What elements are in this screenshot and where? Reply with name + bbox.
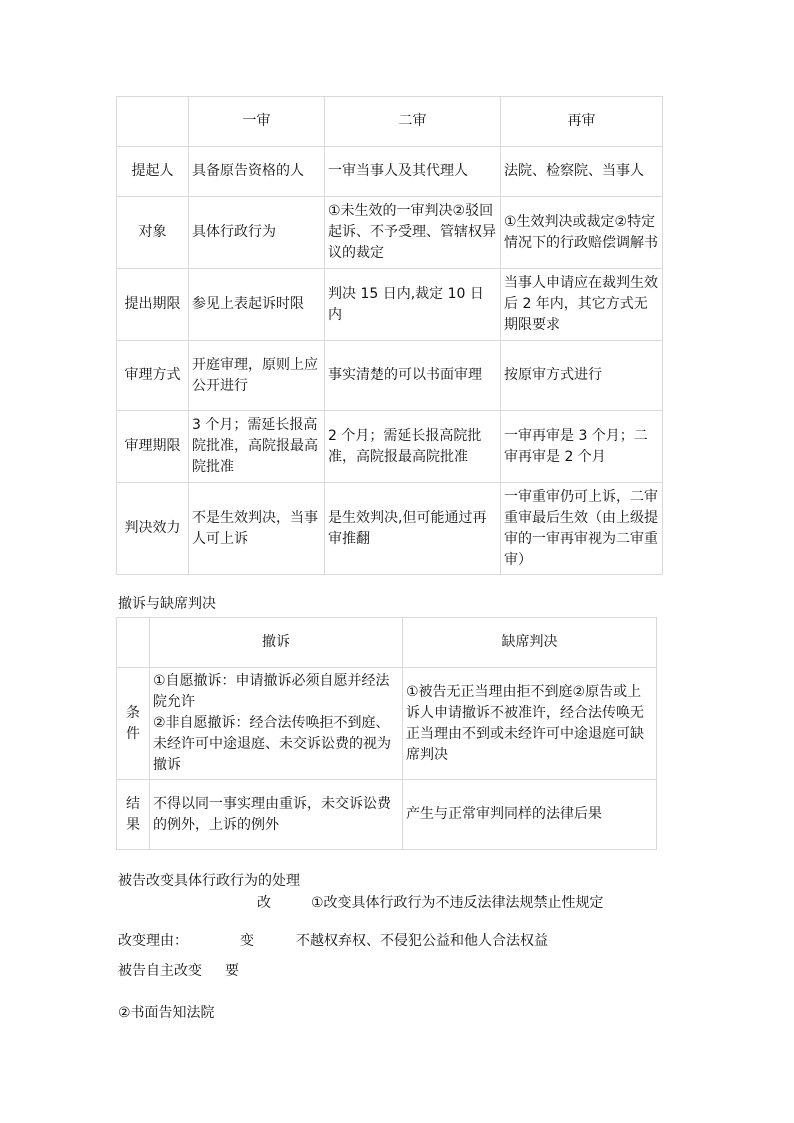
table-header-row [117, 97, 663, 147]
table-cell: 不得以同一事实理由重诉，未交诉讼费的例外，上诉的例外 [150, 780, 403, 850]
table-cell: 3 个月；需延长报高院批准，高院报最高院批准 [189, 411, 325, 483]
table-cell: 开庭审理，原则上应公开进行 [189, 341, 325, 411]
table-cell: 事实清楚的可以书面审理 [325, 341, 501, 411]
table-cell: ①自愿撤诉：申请撤诉必须自愿并经法院允许 ②非自愿撤诉：经合法传唤拒不到庭、未经许可中途退庭、未交诉讼费的视为撤诉 [150, 668, 403, 780]
row-label: 提出期限 [117, 269, 189, 341]
table-cell: 具体行政行为 [189, 197, 325, 269]
table-row [117, 269, 663, 341]
row-label: 判决效力 [117, 483, 189, 575]
bracket-char: 要 [225, 963, 239, 979]
section-title: 被告改变具体行政行为的处理 [118, 873, 300, 889]
row-label: 审理期限 [117, 411, 189, 483]
table-header-cell: 再审 [501, 97, 663, 147]
condition-item: ①改变具体行政行为不违反法律法规禁止性规定 [311, 895, 604, 911]
table-header-cell: 二审 [325, 97, 501, 147]
table-cell: 法院、检察院、当事人 [501, 147, 663, 197]
table-header-cell: 撤诉 [150, 618, 403, 668]
table-cell: 不是生效判决，当事人可上诉 [189, 483, 325, 575]
table-row [117, 147, 663, 197]
table-header-cell: 缺席判决 [403, 618, 657, 668]
withdrawal-default-table [116, 617, 657, 850]
table-cell: 2 个月；需延长报高院批准，高院报最高院批准 [325, 411, 501, 483]
bracket-char: 变 [240, 933, 254, 949]
row-label: 审理方式 [117, 341, 189, 411]
table-row [117, 780, 657, 850]
table-cell: 产生与正常审判同样的法律后果 [403, 780, 657, 850]
row-label: 条件 [117, 668, 150, 780]
table-cell: ①生效判决或裁定②特定情况下的行政赔偿调解书 [501, 197, 663, 269]
row-label: 对象 [117, 197, 189, 269]
table-row [117, 668, 657, 780]
table-cell: 按原审方式进行 [501, 341, 663, 411]
table-cell: 判决 15 日内,裁定 10 日内 [325, 269, 501, 341]
table-row [117, 411, 663, 483]
table-cell: 当事人申请应在裁判生效后 2 年内，其它方式无期限要求 [501, 269, 663, 341]
bracket-char: 改 [257, 895, 271, 911]
row-label: 提起人 [117, 147, 189, 197]
table-header-cell [117, 618, 150, 668]
section-title: 撤诉与缺席判决 [118, 596, 216, 612]
table-header-row [117, 618, 657, 668]
condition-item: 不越权弃权、不侵犯公益和他人合法权益 [296, 933, 548, 949]
table-cell: ①被告无正当理由拒不到庭②原告或上诉人申请撤诉不被准许，经合法传唤无正当理由不到或未经许可中途退庭可缺席判决 [403, 668, 657, 780]
table-cell: 一审当事人及其代理人 [325, 147, 501, 197]
table-cell: 具备原告资格的人 [189, 147, 325, 197]
table-row [117, 341, 663, 411]
table-cell: 是生效判决,但可能通过再审推翻 [325, 483, 501, 575]
row-label: 结果 [117, 780, 150, 850]
table-cell: ①未生效的一审判决②驳回起诉、不予受理、管辖权异议的裁定 [325, 197, 501, 269]
table-header-cell: 一审 [189, 97, 325, 147]
self-change-label: 被告自主改变 [118, 963, 202, 979]
table-cell: 一审再审是 3 个月；二审再审是 2 个月 [501, 411, 663, 483]
reason-label: 改变理由： [118, 933, 188, 949]
table-header-cell [117, 97, 189, 147]
table-cell: 一审重审仍可上诉，二审重审最后生效（由上级提审的一审再审视为二审重审） [501, 483, 663, 575]
table-row [117, 483, 663, 575]
table-cell: 参见上表起诉时限 [189, 269, 325, 341]
appeal-comparison-table [116, 96, 663, 575]
table-row [117, 197, 663, 269]
condition-item: ②书面告知法院 [118, 1005, 215, 1021]
